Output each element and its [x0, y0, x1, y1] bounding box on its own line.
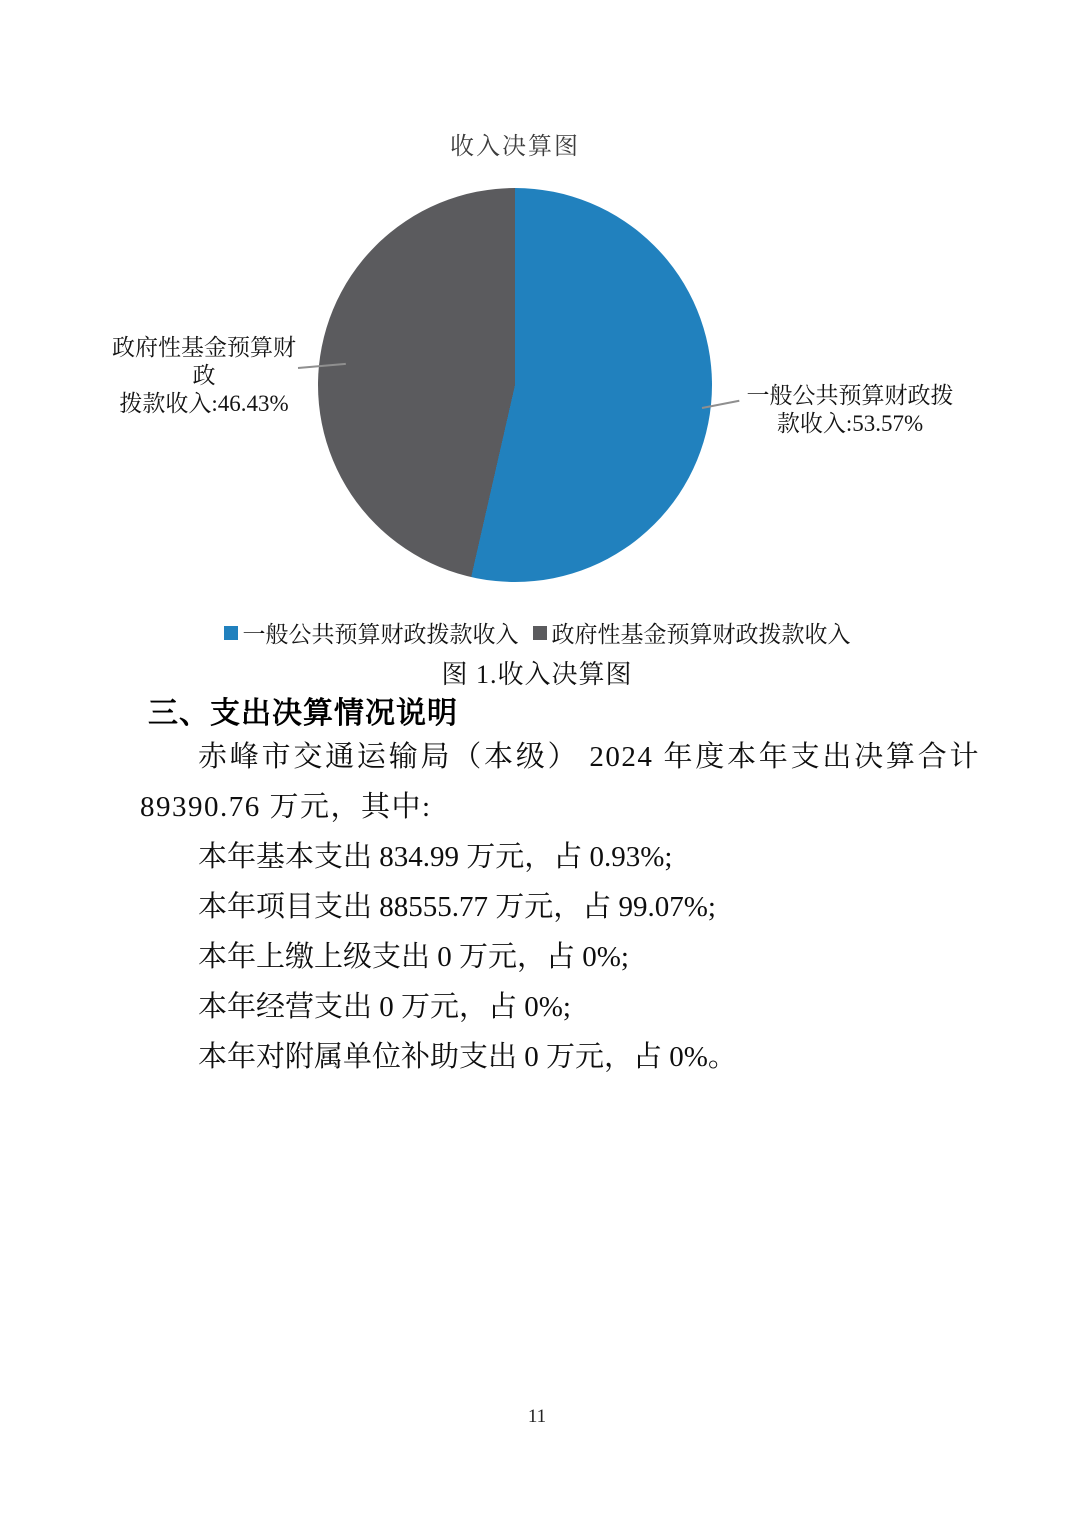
item-project-expenditure: 本年项目支出 88555.77 万元，占 99.07%;: [198, 891, 716, 923]
paragraph-total-expenditure: 赤峰市交通运输局（本级） 2024 年度本年支出决算合计 89390.76 万元，其中:: [140, 741, 980, 823]
item-subsidy-expenditure: 本年对附属单位补助支出 0 万元，占 0%。: [198, 1041, 737, 1073]
legend-label: 一般公共预算财政拨款收入: [242, 622, 519, 647]
legend-label: 政府性基金预算财政拨款收入: [551, 622, 851, 647]
item-operating-expenditure: 本年经营支出 0 万元，占 0%;: [198, 991, 571, 1023]
legend-item-gov-fund: [533, 616, 851, 649]
pie-chart: [318, 188, 712, 582]
pie-label-general-budget-revenue: [728, 382, 972, 438]
chart-title: 收入决算图: [450, 134, 580, 160]
pie-label-line: 政府性基金预算财政: [112, 335, 296, 388]
page-number: 11: [527, 1406, 547, 1427]
item-basic-expenditure: 本年基本支出 834.99 万元，占 0.93%;: [198, 841, 673, 873]
legend-marker-blue-icon: [224, 626, 238, 640]
pie-label-line: 款收入:53.57%: [776, 411, 924, 436]
pie-label-line: 拨款收入:46.43%: [119, 391, 289, 416]
pie-label-gov-fund-revenue: [104, 334, 304, 418]
pie-label-line: 一般公共预算财政拨: [746, 383, 954, 408]
section-heading: 三、支出决算情况说明: [148, 697, 458, 730]
section-body: [140, 732, 980, 1082]
figure-caption: 图 1.收入决算图: [441, 660, 633, 689]
legend-marker-gray-icon: [533, 626, 547, 640]
chart-legend: [0, 616, 1074, 649]
legend-item-general-budget: [224, 616, 519, 649]
item-upward-remittance: 本年上缴上级支出 0 万元，占 0%;: [198, 941, 629, 973]
